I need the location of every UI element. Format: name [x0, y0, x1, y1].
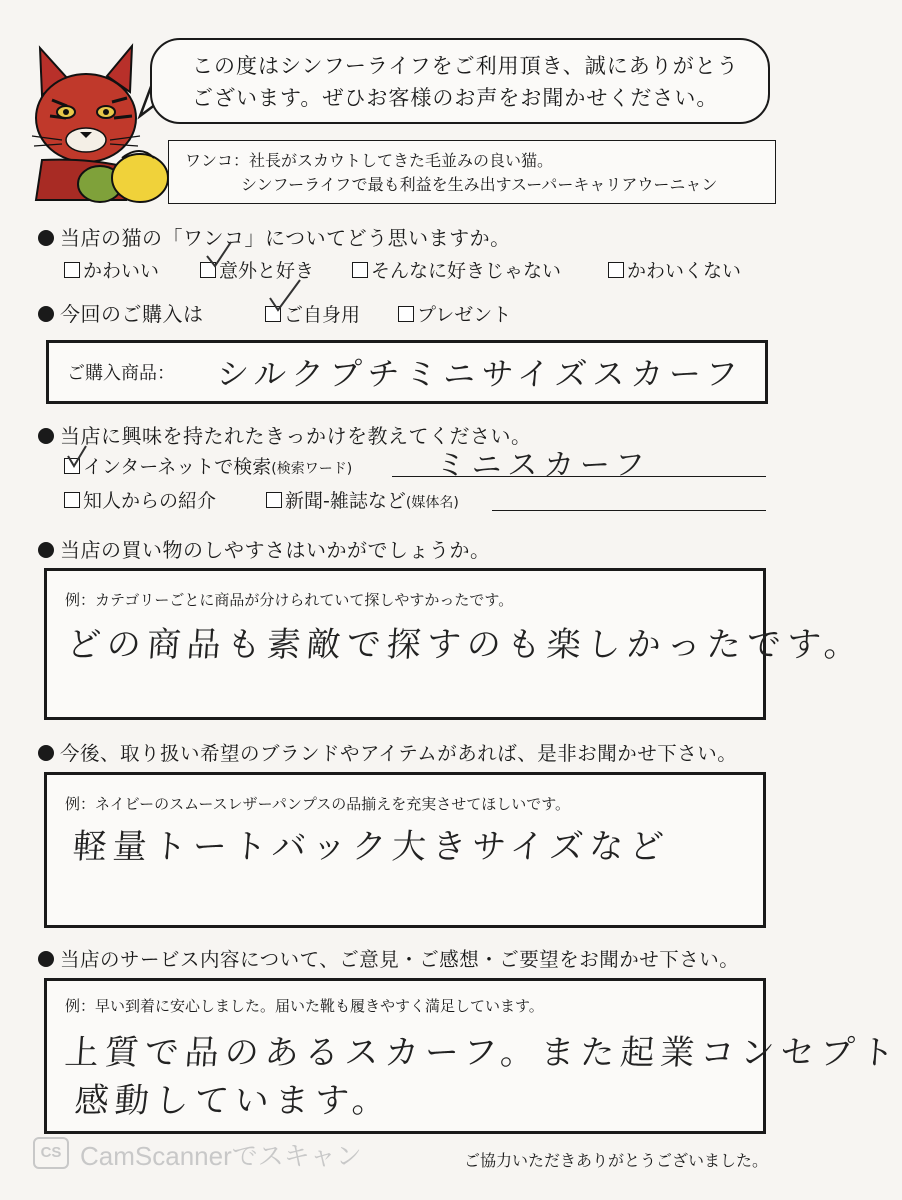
- question-2: [38, 298, 204, 327]
- product-answer[interactable]: シルクプチミニサイズスカーフ: [215, 355, 745, 393]
- q2-option-1[interactable]: ご自身用: [265, 300, 360, 327]
- check-mark-icon: [66, 444, 88, 472]
- checkbox[interactable]: [64, 262, 80, 278]
- question-3-text: 当店に興味を持たれたきっかけを教えてください。: [60, 424, 532, 448]
- q1-option-3[interactable]: そんなに好きじゃない: [352, 256, 561, 283]
- question-6: [38, 944, 739, 972]
- q3-option-media[interactable]: 新聞‐雑誌など(媒体名): [266, 486, 459, 513]
- wanko-line-2: シンフーライフで最も利益を生み出すスーパーキャリアウーニャン: [241, 175, 718, 194]
- example-text: 例：カテゴリーごとに商品が分けられていて探しやすかったです。: [65, 591, 514, 609]
- bullet-icon: [38, 951, 54, 967]
- footer-thanks: ご協力いただきありがとうございました。: [463, 1151, 768, 1170]
- check-mark-icon: [205, 240, 233, 272]
- answer-text: 軽量トートバック大きサイズなど: [71, 827, 671, 867]
- speech-bubble: [150, 38, 770, 124]
- checkbox[interactable]: [398, 306, 414, 322]
- camscanner-watermark: CamScannerでスキャン: [80, 1141, 362, 1171]
- wanko-description-box: [168, 140, 776, 204]
- answer-box-4[interactable]: [44, 568, 866, 720]
- q2-option-2[interactable]: プレゼント: [398, 300, 511, 327]
- question-2-text: 今回のご購入は: [60, 302, 204, 326]
- example-text: 例：早い到着に安心しました。届いた靴も履きやすく満足しています。: [65, 997, 544, 1015]
- media-name-line: [492, 510, 766, 511]
- question-5-text: 今後、取り扱い希望のブランドやアイテムがあれば、是非お聞かせ下さい。: [60, 742, 738, 765]
- search-word-answer[interactable]: ミニスカーフ: [434, 448, 652, 483]
- checkbox[interactable]: [266, 492, 282, 508]
- bullet-icon: [38, 745, 54, 761]
- answer-text: どの商品も素敵で探すのも楽しかったです。: [65, 625, 866, 665]
- q1-option-4[interactable]: かわいくない: [608, 256, 741, 283]
- bullet-icon: [38, 542, 54, 558]
- bullet-icon: [38, 230, 54, 246]
- checkbox[interactable]: [608, 262, 624, 278]
- bullet-icon: [38, 306, 54, 322]
- answer-text-line-2: 感動しています。: [73, 1081, 394, 1121]
- checkbox[interactable]: [352, 262, 368, 278]
- answer-box-6[interactable]: [44, 978, 902, 1134]
- q3-option-internet[interactable]: インターネットで検索(検索ワード): [64, 452, 352, 479]
- answer-box-5[interactable]: [44, 772, 766, 928]
- speech-line-1: この度はシンフーライフをご利用頂き、誠にありがとう: [192, 54, 739, 78]
- purchased-product-box: [46, 340, 768, 404]
- question-1: [38, 222, 511, 251]
- q3-option-referral[interactable]: 知人からの紹介: [64, 486, 216, 513]
- example-text: 例：ネイビーのスムースレザーパンプスの品揃えを充実させてほしいです。: [65, 795, 571, 813]
- answer-text-line-1: 上質で品のあるスカーフ。また起業コンセプト: [63, 1033, 902, 1073]
- question-5: [38, 738, 737, 766]
- camscanner-logo: CS: [33, 1137, 69, 1169]
- question-4: [38, 534, 491, 563]
- wanko-line-1: ワンコ：社長がスカウトしてきた毛並みの良い猫。: [185, 151, 554, 170]
- check-mark-icon: [268, 278, 302, 316]
- q1-option-2[interactable]: 意外と好き: [200, 256, 314, 283]
- q1-option-1[interactable]: かわいい: [64, 256, 159, 283]
- product-label: ご購入商品：: [67, 363, 175, 384]
- question-6-text: 当店のサービス内容について、ご意見・ご感想・ご要望をお聞かせ下さい。: [60, 948, 740, 971]
- checkbox[interactable]: [64, 492, 80, 508]
- question-4-text: 当店の買い物のしやすさはいかがでしょうか。: [60, 538, 491, 562]
- bullet-icon: [38, 428, 54, 444]
- question-1-text: 当店の猫の「ワンコ」についてどう思いますか。: [60, 226, 511, 250]
- speech-line-2: ございます。ぜひお客様のお声をお聞かせください。: [192, 86, 719, 110]
